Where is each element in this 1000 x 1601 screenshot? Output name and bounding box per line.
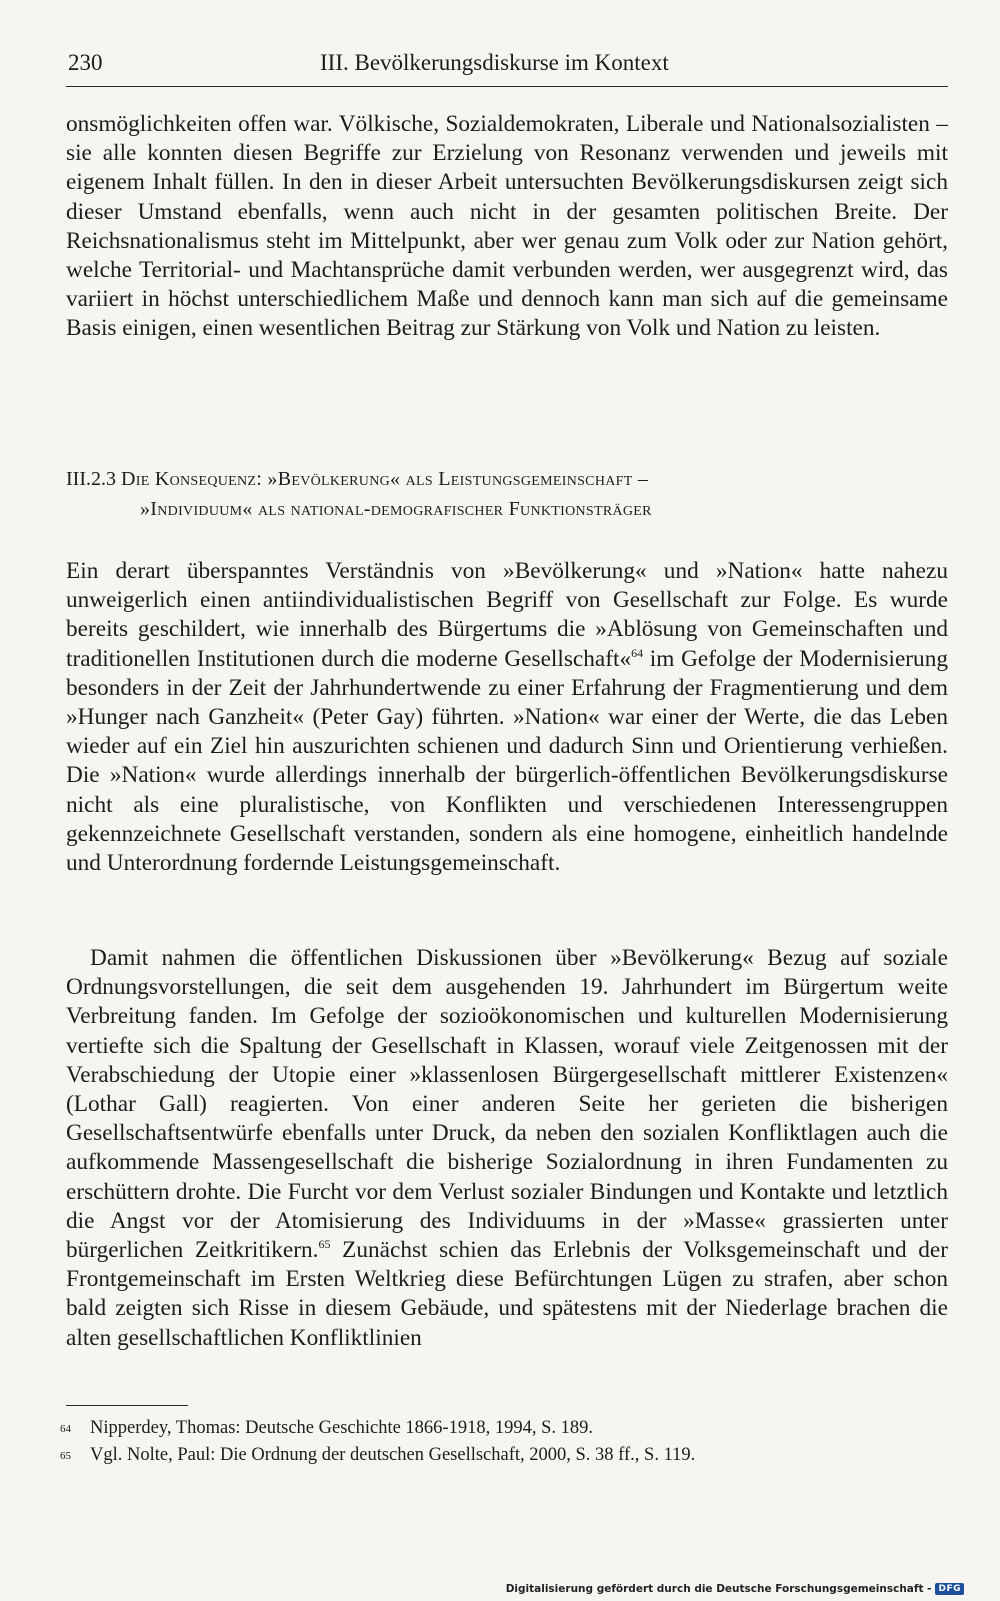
digitization-credit-text: Digitalisierung gefördert durch die Deutsche Forschungsgemeinschaft - [505,1583,932,1595]
footnote-text: Vgl. Nolte, Paul: Die Ordnung der deutschen Gesellschaft, 2000, S. 38 ff., S. 119. [90,1445,696,1465]
section-heading [66,464,948,524]
footnote-number: 65 [60,1450,71,1462]
section-number: III.2.3 [66,468,116,490]
paragraph-continued: onsmöglichkeiten offen war. Völkische, Sozialdemokraten, Liberale und Nationalsozialisten – sie alle konnten diesen Begriffe zur Erzielung von Resonanz verwenden und jeweils mit eigenem Inhalt füllen. In den in dieser Arbeit untersuchten Bevölkerungsdiskursen zeigt sich dieser Umstand ebenfalls, wenn auch nicht in der gesamten politischen Breite. Der Reichsnationalismus steht im Mittelpunkt, aber wer genau zum Volk oder zur Nation gehört, welche Territorial- und Machtansprüche damit verbunden werden, wer ausgegrenzt wird, das variiert in höchst unterschiedlichem Maße und dennoch kann man sich auf die gemeinsame Basis einigen, einen wesentlichen Beitrag zur Stärkung von Volk und Nation zu leisten. [66,111,948,342]
page-header [66,50,948,87]
running-head: III. Bevölkerungsdiskurse im Kontext [320,50,669,75]
paragraph-text: Damit nahmen die öffentlichen Diskussionen über »Bevölkerung« Bezug auf soziale Ordnungsvorstellungen, die seit dem ausgehenden 19. Jahrhundert im Bürgertum weite Verbreitung fanden. Im Gefolge der sozioökonomischen und kulturellen Modernisierung vertiefte sich die Spaltung der Gesellschaft in Klassen, worauf viele Zeitgenossen mit der Verabschiedung der Utopie einer »klassenlosen Bürgergesellschaft mittlerer Existenzen« (Lothar Gall) reagierten. Von einer anderen Seite her gerieten die bisherigen Gesellschaftsentwürfe ebenfalls unter Druck, da neben den sozialen Konfliktlagen auch die aufkommende Massengesellschaft die bisherige Sozialordnung in ihren Fundamenten zu erschüttern drohte. Die Furcht vor dem Verlust sozialer Bindungen und Kontakte und letztlich die Angst vor der Atomisierung des Individuums in der »Masse« grassierten unter bürgerlichen Zeitkritikern. [66,945,948,1264]
footnote-item [60,1415,950,1442]
footnote-item [60,1442,950,1469]
footnote-text: Nipperdey, Thomas: Deutsche Geschichte 1866-1918, 1994, S. 189. [90,1418,594,1438]
paragraph-text: im Gefolge der Modernisierung besonders in der Zeit der Jahrhundertwende zu einer Erfahrung der Fragmentierung und dem »Hunger nach Ganzheit« (Peter Gay) führten. »Nation« war einer der Werte, die das Leben wieder auf ein Ziel hin auszurichten schienen und dadurch Sinn und Orientierung verhießen. Die »Nation« wurde allerdings innerhalb der bürgerlich-öffentlichen Bevölkerungsdiskurse nicht als eine pluralistische, von Konflikten und verschiedenen Interessengruppen gekennzeichnete Gesellschaft verstanden, sondern als eine homogene, einheitlich handelnde und Unterordnung fordernde Leistungsgemeinschaft. [66,645,949,877]
footnote-divider [66,1405,188,1406]
section-title-line-1: Die Konsequenz: »Bevölkerung« als Leistungsgemeinschaft – [120,468,649,490]
section-title-line-2: »Individuum« als national-demografischer Funktionsträger [140,498,652,520]
footnote-ref-64[interactable]: 64 [631,645,644,660]
digitization-credit [506,1583,964,1595]
paragraph-text: Ein derart überspanntes Verständnis von »Bevölkerung« und »Nation« hatte nahezu unweigerlich einen antiindividualistischen Begriff von Gesellschaft zur Folge. Es wurde bereits geschildert, wie innerhalb des Bürgertums die »Ablösung von Gemeinschaften und traditionellen Institutionen durch die moderne Gesellschaft« [66,558,948,672]
footnotes [60,1415,950,1469]
paragraph-body [66,944,948,1353]
page-number: 230 [68,50,103,75]
paragraph-text: Zunächst schien das Erlebnis der Volksgemeinschaft und der Frontgemeinschaft im Ersten Weltkrieg diese Befürchtungen Lügen zu strafen, aber schon bald zeigten sich Risse in diesem Gebäude, und spätestens mit der Niederlage brachen die alten gesellschaftlichen Konfliktlinien [66,1237,948,1351]
footnote-number: 64 [60,1423,71,1435]
paragraph-section-intro [66,557,948,878]
dfg-logo-icon: DFG [935,1583,964,1595]
footnote-ref-65[interactable]: 65 [318,1237,331,1252]
